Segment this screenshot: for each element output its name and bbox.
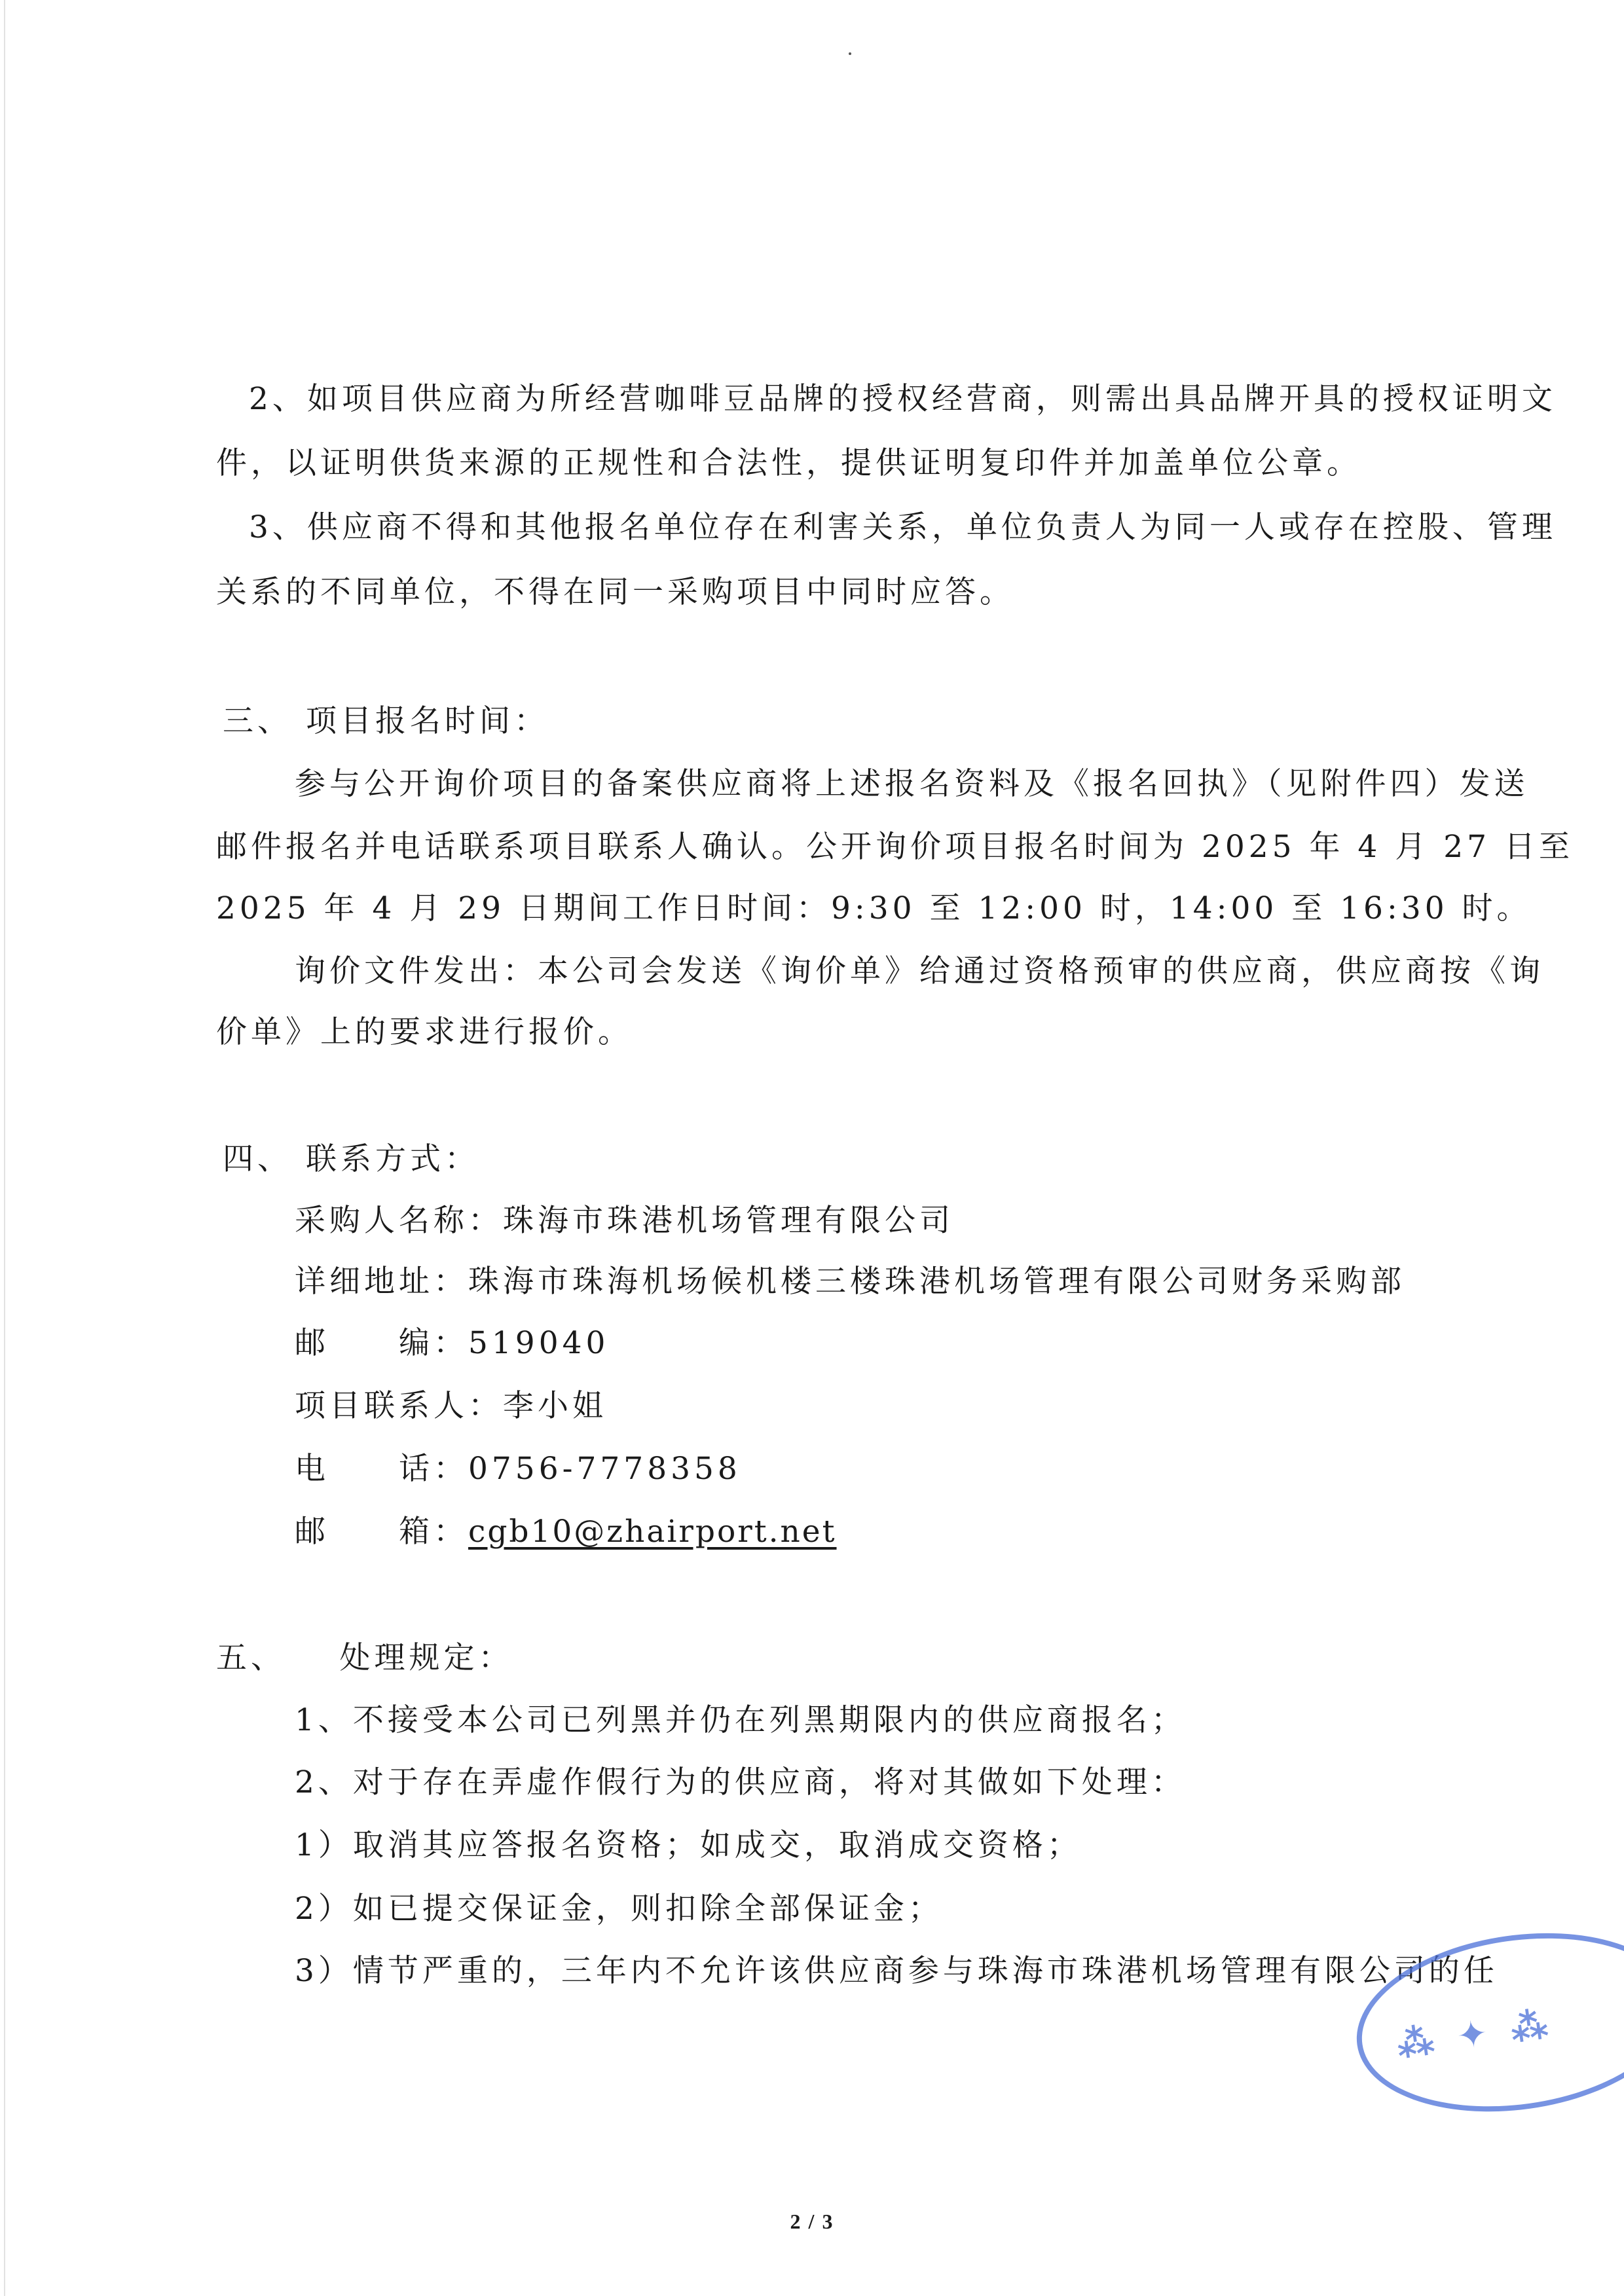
section-3-line-5: 价单》上的要求进行报价。 xyxy=(216,1014,633,1050)
email-label: 邮 箱： xyxy=(295,1514,468,1550)
clause-3-line-1: 3、供应商不得和其他报名单位存在利害关系，单位负责人为同一人或存在控股、管理 xyxy=(249,509,1557,545)
section-3-line-2: 邮件报名并电话联系项目联系人确认。公开询价项目报名时间为 2025 年 4 月 27 日至 xyxy=(216,829,1574,865)
phone-row xyxy=(295,1449,741,1489)
section-5-line-2: 2、对于存在弄虚作假行为的供应商，将对其做如下处理： xyxy=(295,1764,1186,1800)
section-3-line-3: 2025 年 4 月 29 日期间工作日时间：9:30 至 12:00 时，14:00 至 16:30 时。 xyxy=(216,890,1532,926)
clause-3-line-2: 关系的不同单位，不得在同一采购项目中同时应答。 xyxy=(216,574,1014,610)
email-row xyxy=(295,1512,837,1552)
scan-speck xyxy=(849,52,851,55)
company-seal-stamp xyxy=(1345,1919,1624,2128)
section-3-line-1: 参与公开询价项目的备案供应商将上述报名资料及《报名回执》（见附件四）发送 xyxy=(295,766,1529,802)
email-link[interactable]: cgb10@zhairport.net xyxy=(468,1514,837,1550)
postcode-value: 519040 xyxy=(468,1325,610,1361)
seal-mark: ⁂ ✦ ⁂ xyxy=(1393,2002,1556,2067)
clause-2-line-2: 件，以证明供货来源的正规性和合法性，提供证明复印件并加盖单位公章。 xyxy=(216,445,1361,481)
clause-2-line-1: 2、如项目供应商为所经营咖啡豆品牌的授权经营商，则需出具品牌开具的授权证明文 xyxy=(249,381,1557,417)
address: 详细地址：珠海市珠海机场候机楼三楼珠港机场管理有限公司财务采购部 xyxy=(295,1264,1405,1300)
section-5-line-3: 1）取消其应答报名资格；如成交，取消成交资格； xyxy=(295,1827,1082,1863)
postcode-row xyxy=(295,1324,609,1363)
contact-person: 项目联系人：李小姐 xyxy=(295,1388,607,1424)
phone-value: 0756-7778358 xyxy=(468,1451,741,1487)
postcode-label: 邮 编： xyxy=(295,1325,468,1361)
section-5-line-1: 1、不接受本公司已列黑并仍在列黑期限内的供应商报名； xyxy=(295,1702,1186,1738)
scan-edge xyxy=(4,0,5,2296)
page-number: 2 / 3 xyxy=(790,2210,834,2233)
section-4-heading: 四、 联系方式： xyxy=(223,1141,479,1177)
phone-label: 电 话： xyxy=(295,1451,468,1487)
section-5-heading: 五、 处理规定： xyxy=(216,1640,513,1676)
section-3-heading: 三、 项目报名时间： xyxy=(223,703,549,739)
section-5-line-4: 2）如已提交保证金，则扣除全部保证金； xyxy=(295,1891,943,1927)
section-5-line-5: 3）情节严重的，三年内不允许该供应商参与珠海市珠港机场管理有限公司的任 xyxy=(295,1953,1498,1989)
buyer-name: 采购人名称：珠海市珠港机场管理有限公司 xyxy=(295,1203,954,1239)
section-3-line-4: 询价文件发出：本公司会发送《询价单》给通过资格预审的供应商，供应商按《询 xyxy=(295,953,1544,989)
